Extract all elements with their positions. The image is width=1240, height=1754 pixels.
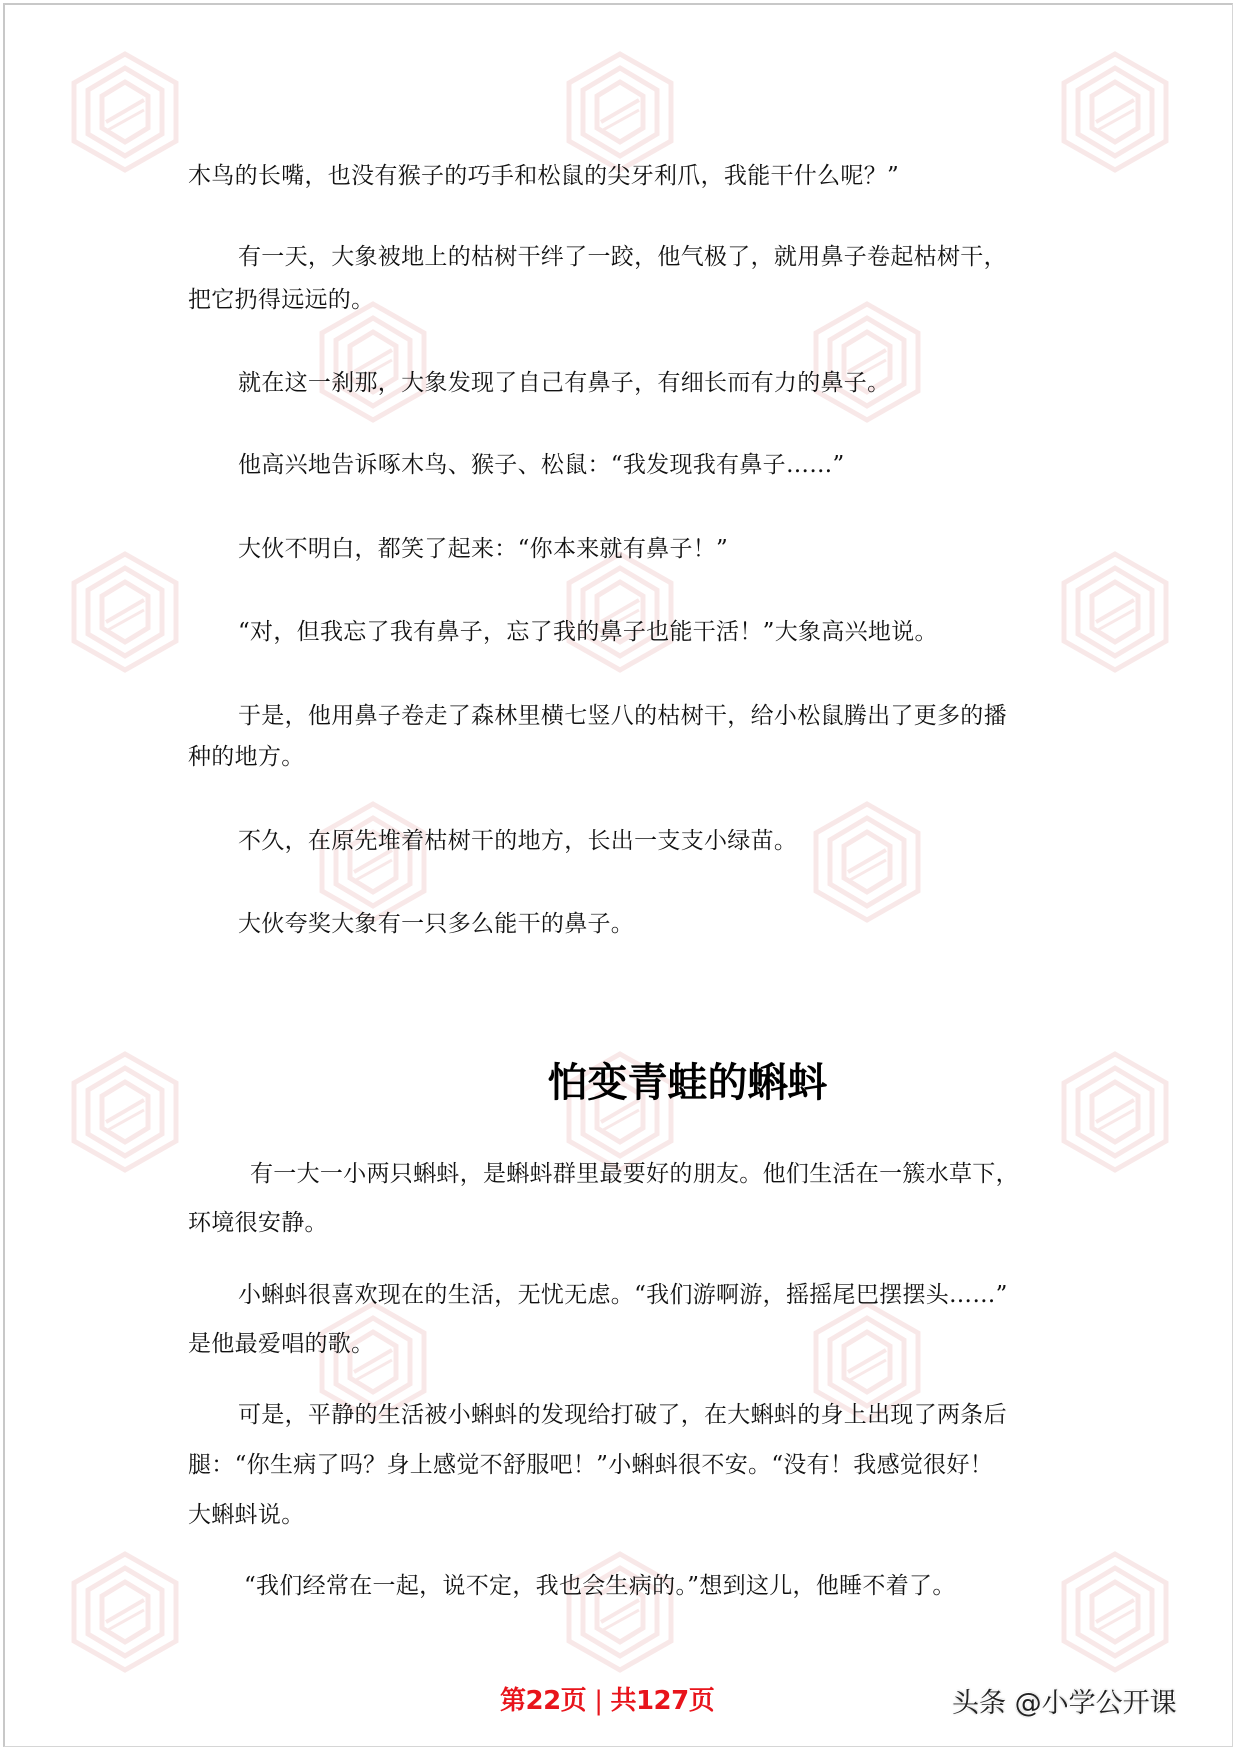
paragraph-line: 可是，平静的生活被小蝌蚪的发现给打破了，在大蝌蚪的身上出现了两条后 [238,1402,1007,1428]
paragraph-line: 就在这一刹那，大象发现了自己有鼻子，有细长而有力的鼻子。 [238,370,891,396]
watermark-hexagon-icon [1060,50,1170,174]
paragraph-line: 小蝌蚪很喜欢现在的生活，无忧无虑。“我们游啊游，摇摇尾巴摆摆头……” [238,1282,1008,1308]
paragraph-line: 大蝌蚪说。 [188,1502,305,1528]
paragraph-line: 他高兴地告诉啄木鸟、猴子、松鼠：“我发现我有鼻子……” [238,452,845,478]
story-title: 怕变青蛙的蝌蚪 [547,1060,828,1106]
watermark-hexagon-icon [1060,1550,1170,1674]
paragraph-line: 把它扔得远远的。 [188,287,375,313]
paragraph-line: 于是，他用鼻子卷走了森林里横七竖八的枯树干，给小松鼠腾出了更多的播 [238,703,1007,729]
paragraph-line: 腿：“你生病了吗？身上感觉不舒服吧！”小蝌蚪很不安。“没有！我感觉很好！ [188,1452,994,1478]
current-page-label: 第22页 [500,1686,587,1716]
watermark-hexagon-icon [70,50,180,174]
brand-watermark: 头条 @小学公开课 [952,1688,1177,1719]
watermark-hexagon-icon [812,800,922,924]
watermark-hexagon-icon [1060,550,1170,674]
page-separator: | [594,1686,603,1716]
paragraph-line: 种的地方。 [188,744,305,770]
watermark-hexagon-icon [565,1550,675,1674]
paragraph-line: 大伙不明白，都笑了起来：“你本来就有鼻子！” [238,536,729,562]
paragraph-line: 是他最爱唱的歌。 [188,1331,375,1357]
paragraph-line: 有一大一小两只蝌蚪，是蝌蚪群里最要好的朋友。他们生活在一簇水草下， [250,1161,1019,1187]
paragraph-line: 木鸟的长嘴，也没有猴子的巧手和松鼠的尖牙利爪，我能干什么呢？” [188,163,900,189]
paragraph-line: 环境很安静。 [188,1210,328,1236]
watermark-hexagon-icon [565,50,675,174]
watermark-hexagon-icon [318,800,428,924]
watermark-hexagon-icon [70,1550,180,1674]
watermark-hexagon-icon [70,550,180,674]
watermark-hexagon-icon [565,550,675,674]
total-pages-label: 共127页 [610,1686,715,1716]
watermark-hexagon-icon [318,300,428,424]
watermark-hexagon-icon [812,300,922,424]
paragraph-line: 大伙夸奖大象有一只多么能干的鼻子。 [238,911,635,937]
page-indicator [500,1683,714,1719]
paragraph-line: “对，但我忘了我有鼻子，忘了我的鼻子也能干活！”大象高兴地说。 [238,619,938,645]
paragraph-line: 不久，在原先堆着枯树干的地方，长出一支支小绿苗。 [238,828,798,854]
paragraph-line: 有一天，大象被地上的枯树干绊了一跤，他气极了，就用鼻子卷起枯树干， [238,244,1007,270]
paragraph-line: “我们经常在一起，说不定，我也会生病的。”想到这儿，他睡不着了。 [244,1573,956,1599]
